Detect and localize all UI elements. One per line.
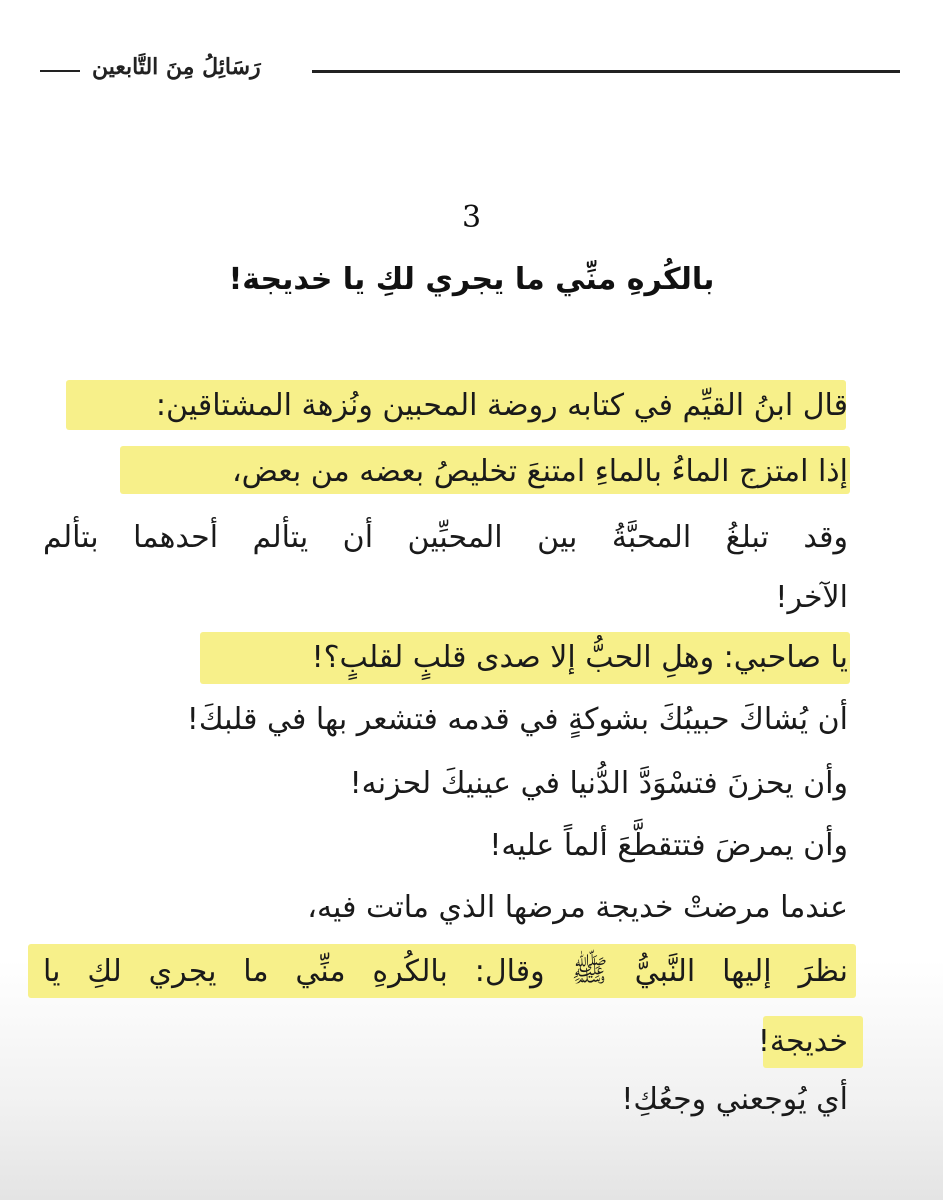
- running-header: [40, 52, 900, 92]
- body-line: خديجة!: [757, 1024, 848, 1059]
- body-line: إذا امتزج الماءُ بالماءِ امتنعَ تخليصُ بعضه من بعض،: [232, 454, 848, 489]
- header-rule-left: [40, 70, 80, 72]
- body-line: قال ابنُ القيِّم في كتابه روضة المحبين ونُزهة المشتاقين:: [155, 388, 848, 423]
- chapter-title: بالكُرهِ منِّي ما يجري لكِ يا خديجة!: [228, 262, 715, 297]
- body-line: يا صاحبي: وهلِ الحبُّ إلا صدى قلبٍ لقلبٍ؟!: [311, 640, 848, 675]
- chapter-number: 3: [461, 200, 482, 235]
- body-line: نظرَ إليها النَّبيُّ ﷺ وقال: بالكُرهِ منِّي ما يجري لكِ يا: [43, 954, 848, 989]
- body-line: أن يُشاكَ حبيبُكَ بشوكةٍ في قدمه فتشعر بها في قلبكَ!: [186, 702, 848, 737]
- body-line: وأن يحزنَ فتسْوَدَّ الدُّنيا في عينيكَ لحزنه!: [349, 766, 848, 801]
- body-line: عندما مرضتْ خديجة مرضها الذي ماتت فيه،: [307, 890, 848, 925]
- body-line: وقد تبلغُ المحبَّةُ بين المحبِّين أن يتألم أحدهما بتألم: [43, 520, 848, 555]
- body-line: وأن يمرضَ فتتقطَّعَ ألماً عليه!: [489, 828, 848, 863]
- book-title: رَسَائِلُ مِنَ التَّابعين: [92, 54, 261, 80]
- body-line: الآخر!: [775, 580, 848, 615]
- body-line: أي يُوجعني وجعُكِ!: [621, 1082, 848, 1117]
- header-rule-right: [312, 70, 900, 73]
